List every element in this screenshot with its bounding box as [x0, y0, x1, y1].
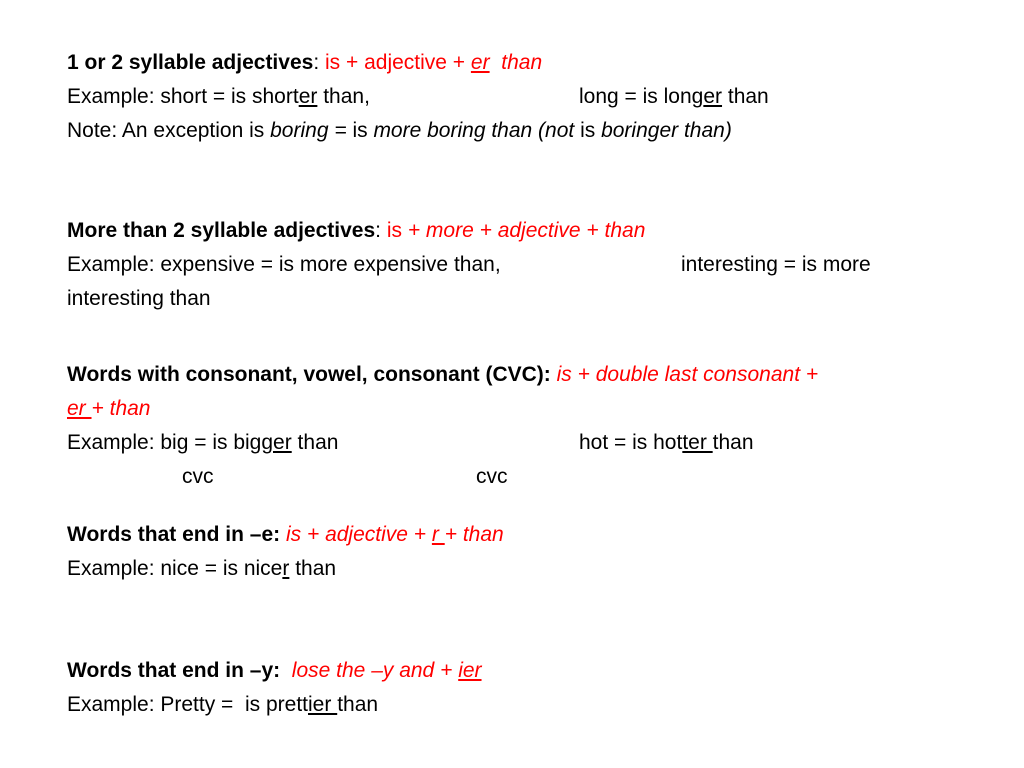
section1-note-line: [67, 118, 732, 144]
section2-example-c: interesting than: [67, 287, 211, 310]
section2-heading: More than 2 syllable adjectives: [67, 219, 376, 242]
section4-example-line: [67, 556, 336, 582]
section3-rule-a: is + double last consonant +: [556, 363, 819, 386]
section5-rule-ier: ier: [458, 659, 482, 682]
section5-example-suffix: ier: [308, 693, 338, 716]
section2-example-a: Example: expensive = is more expensive than,: [67, 253, 501, 276]
section3-example-a-rest: than: [291, 431, 339, 454]
section3-rule-b: + than: [91, 397, 151, 420]
section3-rule-er: er: [67, 397, 92, 420]
section1-note-b: boring =: [270, 119, 353, 142]
section4-rule-a: is + adjective +: [285, 523, 432, 546]
section1-heading: 1 or 2 syllable adjectives: [67, 51, 314, 74]
section3-rule-line2: [67, 396, 151, 422]
section1-rule-b: than: [489, 51, 543, 74]
section1-example2-line: [579, 84, 769, 110]
section3-rule-line: [67, 362, 818, 388]
section2-colon: :: [375, 219, 387, 242]
section3-heading: Words with consonant, vowel, consonant (CVC):: [67, 363, 557, 386]
section1-example-suffix: er: [298, 85, 318, 108]
section5-example-a: Example: Pretty = is prett: [67, 693, 309, 716]
section2-rule-b: + more + adjective + than: [407, 219, 646, 242]
section1-example-rest: than,: [317, 85, 370, 108]
section1-note-c: is: [352, 119, 374, 142]
section5-heading: Words that end in –y:: [67, 659, 286, 682]
section4-heading: Words that end in –e:: [67, 523, 286, 546]
section1-rule-er: er: [470, 51, 490, 74]
section4-example-rest: than: [289, 557, 337, 580]
section5-example-line: [67, 692, 378, 718]
section1-example2-label: long = is long: [579, 85, 704, 108]
section1-note-a: Note: An exception is: [67, 119, 271, 142]
section2-rule-line: [67, 218, 645, 244]
section5-rule-line: [67, 658, 482, 684]
section4-rule-b: + than: [444, 523, 504, 546]
section3-example-b-line: [579, 430, 754, 456]
section3-cvc-2: cvc: [476, 465, 508, 488]
section3-example-b-suffix: ter: [682, 431, 713, 454]
section1-colon: :: [313, 51, 325, 74]
section4-rule-line: [67, 522, 504, 548]
section1-example2-rest: than: [722, 85, 769, 108]
section5-rule-a: lose the –y and +: [285, 659, 459, 682]
section3-example-b-rest: than: [712, 431, 754, 454]
section1-note-e: is: [580, 119, 602, 142]
section1-note-d: more boring than (not: [373, 119, 581, 142]
section4-example-a: Example: nice = is nice: [67, 557, 283, 580]
section3-example-a: Example: big = is big: [67, 431, 262, 454]
section3-example-a-line: [67, 430, 338, 456]
section1-rule-line: [67, 50, 542, 76]
section4-rule-r: r: [431, 523, 445, 546]
section1-example2-suffix: er: [703, 85, 723, 108]
section1-example-label: Example: short = is short: [67, 85, 299, 108]
section5-example-rest: than: [337, 693, 379, 716]
section1-note-f: boringer than): [601, 119, 732, 142]
section3-cvc-1: cvc: [182, 465, 214, 488]
section1-example-line: [67, 84, 370, 110]
section3-example-a-suffix: ger: [261, 431, 292, 454]
section4-example-suffix: r: [282, 557, 290, 580]
section2-example-b: interesting = is more: [681, 253, 871, 276]
section2-rule-a: is: [386, 219, 408, 242]
section3-example-b: hot = is hot: [579, 431, 683, 454]
section1-rule-a: is + adjective +: [324, 51, 471, 74]
